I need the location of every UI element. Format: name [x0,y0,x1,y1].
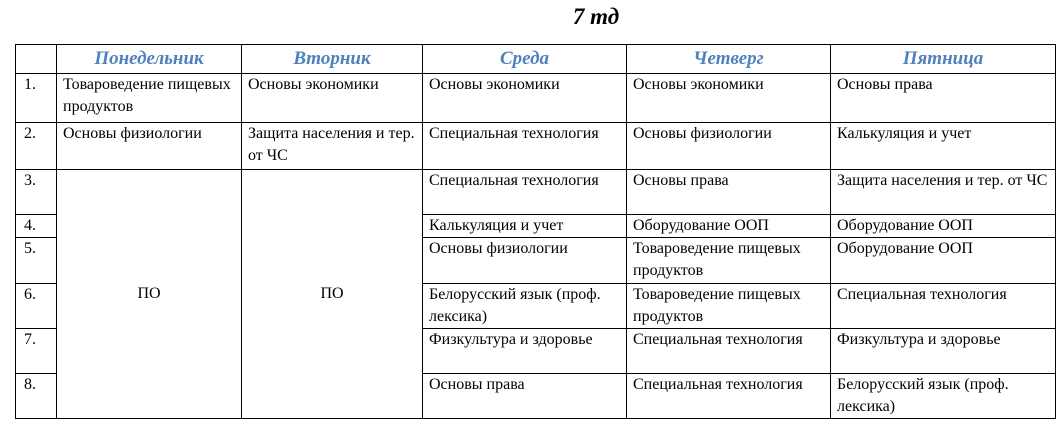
cell-monday-merged: ПО [57,170,242,419]
lesson-number: 6. [16,284,57,329]
cell-thursday: Основы права [627,170,831,215]
lesson-number: 5. [16,238,57,284]
cell-tuesday-merged: ПО [242,170,423,419]
cell-thursday: Оборудование ООП [627,215,831,238]
header-row [16,45,1056,74]
cell-friday: Защита населения и тер. от ЧС [831,170,1056,215]
cell-thursday: Товароведение пищевых продуктов [627,284,831,329]
cell-wednesday: Калькуляция и учет [423,215,627,238]
cell-wednesday: Специальная технология [423,123,627,170]
lesson-number: 2. [16,123,57,170]
cell-friday: Белорусский язык (проф. лексика) [831,374,1056,419]
lesson-number: 7. [16,329,57,374]
cell-monday: Основы физиологии [57,123,242,170]
cell-thursday: Специальная технология [627,329,831,374]
cell-friday: Основы права [831,74,1056,123]
cell-monday: Товароведение пищевых продуктов [57,74,242,123]
cell-friday: Калькуляция и учет [831,123,1056,170]
page-title: 7 тд [572,4,620,29]
header-day-monday: Понедельник [57,45,242,74]
lesson-number: 8. [16,374,57,419]
header-day-friday: Пятница [831,45,1056,74]
schedule-table [15,44,1056,419]
cell-thursday: Основы экономики [627,74,831,123]
cell-friday: Специальная технология [831,284,1056,329]
cell-friday: Физкультура и здоровье [831,329,1056,374]
table-row [16,170,1056,215]
cell-wednesday: Основы физиологии [423,238,627,284]
lesson-number: 4. [16,215,57,238]
cell-thursday: Специальная технология [627,374,831,419]
header-number-column [16,45,57,74]
header-day-tuesday: Вторник [242,45,423,74]
table-row [16,123,1056,170]
lesson-number: 3. [16,170,57,215]
cell-thursday: Основы физиологии [627,123,831,170]
cell-thursday: Товароведение пищевых продуктов [627,238,831,284]
cell-tuesday: Защита населения и тер. от ЧС [242,123,423,170]
cell-wednesday: Специальная технология [423,170,627,215]
header-day-wednesday: Среда [423,45,627,74]
cell-wednesday: Физкультура и здоровье [423,329,627,374]
cell-friday: Оборудование ООП [831,215,1056,238]
table-row [16,74,1056,123]
cell-wednesday: Белорусский язык (проф. лексика) [423,284,627,329]
cell-wednesday: Основы права [423,374,627,419]
lesson-number: 1. [16,74,57,123]
header-day-thursday: Четверг [627,45,831,74]
cell-wednesday: Основы экономики [423,74,627,123]
cell-friday: Оборудование ООП [831,238,1056,284]
cell-tuesday: Основы экономики [242,74,423,123]
